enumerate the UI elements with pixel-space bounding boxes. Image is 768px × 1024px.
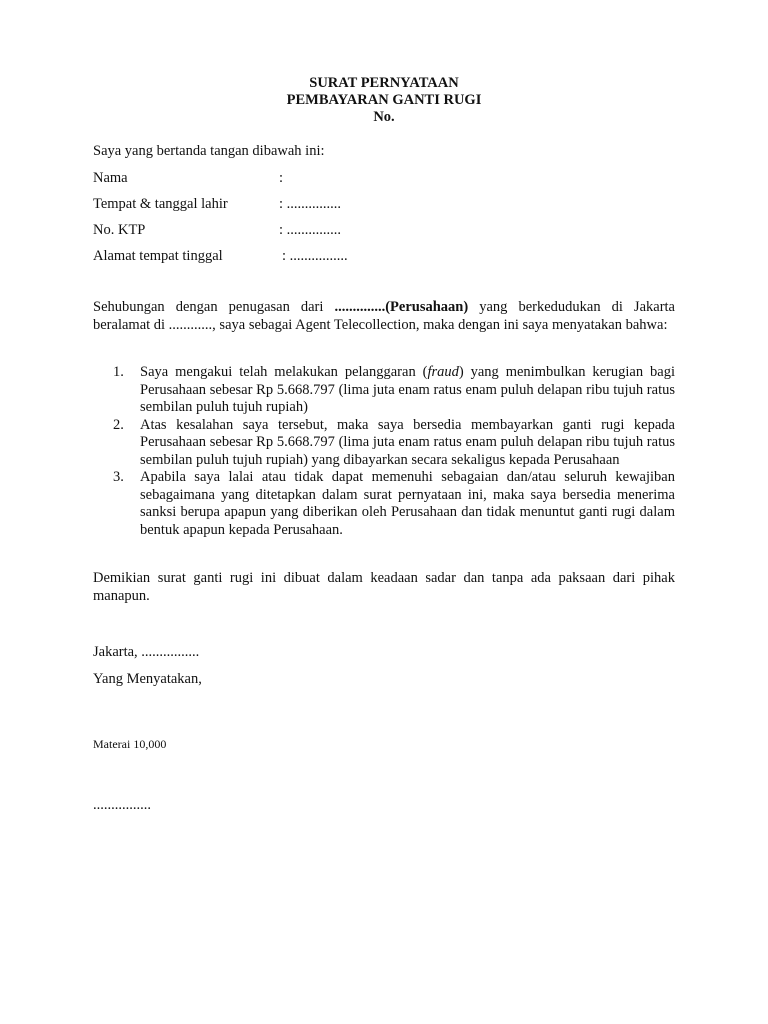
field-value: : ...............: [279, 222, 342, 238]
paragraph-text: yang berkedudukan di Jakarta beralamat di ............, saya sebagai Agent Telecollection, maka dengan ini saya menyatakan bahwa:: [93, 299, 675, 333]
paragraph-intro: [93, 299, 675, 334]
list-text-italic: fraud: [427, 364, 459, 380]
place-date: Jakarta, ................: [93, 644, 200, 660]
intro-text: Saya yang bertanda tangan dibawah ini:: [93, 143, 325, 159]
list-number: 1.: [113, 364, 124, 380]
list-number: 2.: [113, 416, 124, 433]
list-item: [113, 417, 675, 470]
field-label: Alamat tempat tinggal: [93, 248, 223, 264]
field-label: Tempat & tanggal lahir: [93, 196, 228, 212]
signer-label: Yang Menyatakan,: [93, 671, 202, 687]
list-text: Apabila saya lalai atau tidak dapat memenuhi sebagaian dan/atau seluruh kewajiban sebagaimana yang ditetapkan dalam surat pernyataan ini, maka saya bersedia menerima sanksi berupa apapun yang diberikan oleh Perusahaan dan tidak menuntut ganti rugi dalam bentuk apapun kepada Perusahaan.: [140, 469, 675, 538]
field-row-alamat: [93, 248, 493, 266]
field-value: : ................: [282, 248, 348, 264]
stamp-note: Materai 10,000: [93, 737, 167, 751]
list-number: 3.: [113, 469, 124, 485]
field-label: Nama: [93, 170, 128, 186]
document-title: [0, 75, 768, 126]
list-item: [113, 364, 675, 417]
field-value: :: [279, 170, 284, 186]
closing-paragraph: Demikian surat ganti rugi ini dibuat dalam keadaan sadar dan tanpa ada paksaan dari pihak manapun.: [93, 570, 675, 604]
list-item: [113, 469, 675, 539]
list-text: ) yang menimbulkan kerugian bagi Perusahaan sebesar Rp 5.668.797 (lima juta enam ratus enam puluh delapan ribu tujuh ratus sembilan puluh tujuh rupiah): [140, 364, 675, 415]
field-row-nama: [93, 170, 493, 188]
title-line-1: SURAT PERNYATAAN: [309, 75, 459, 91]
field-label: No. KTP: [93, 222, 146, 238]
field-row-ktp: [93, 222, 493, 240]
company-placeholder: ..............(Perusahaan): [334, 299, 469, 315]
paragraph-text: Sehubungan dengan penugasan dari: [93, 299, 335, 315]
signature-name: ................: [93, 797, 151, 813]
field-value: : ...............: [279, 196, 342, 212]
statement-list: [113, 364, 675, 539]
title-line-3: No.: [373, 109, 395, 125]
list-text: Atas kesalahan saya tersebut, maka saya bersedia membayarkan ganti rugi kepada Perusahaan sebesar Rp 5.668.797 (lima juta enam ratus enam puluh delapan ribu tujuh ratus sembilan puluh tujuh rupiah) yang dibayarkan secara sekaligus kepada Perusahaan: [140, 416, 675, 468]
title-line-2: PEMBAYARAN GANTI RUGI: [286, 92, 482, 108]
field-row-ttl: [93, 196, 493, 214]
list-text: Saya mengakui telah melakukan pelanggaran (: [140, 364, 428, 380]
